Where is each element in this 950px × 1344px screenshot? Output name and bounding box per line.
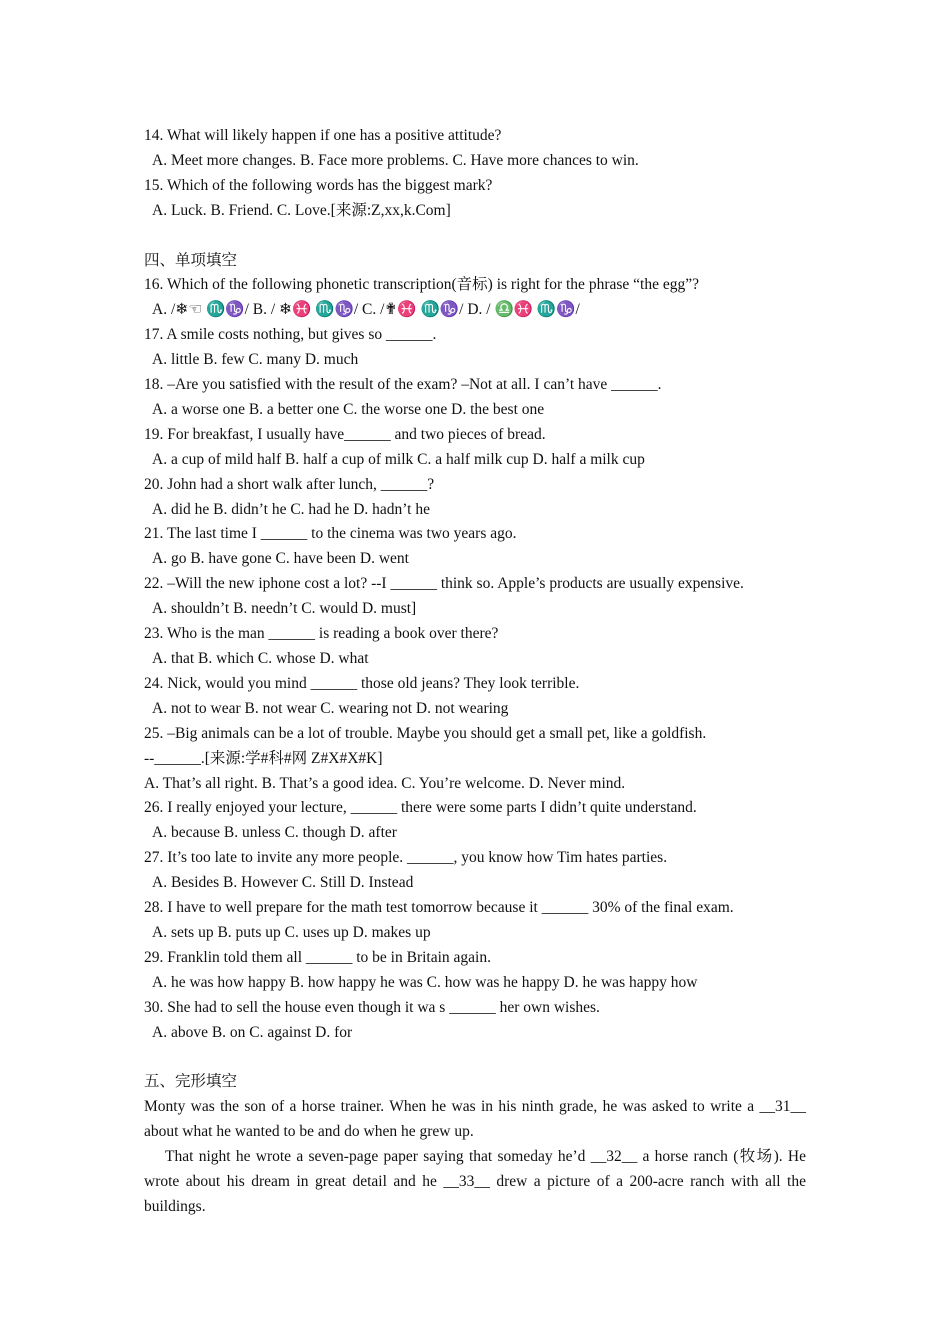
question-text: 14. What will likely happen if one has a positive attitude?: [144, 127, 502, 144]
answer-options: A. because B. unless C. though D. after: [152, 824, 397, 842]
question-text: 29. Franklin told them all ______ to be in Britain again.: [144, 948, 491, 966]
question-text: 28. I have to well prepare for the math test tomorrow because it ______ 30% of the final exam.: [144, 899, 734, 917]
question-text: --______.[来源:学#科#网 Z#X#X#K]: [144, 749, 383, 767]
question-text: 19. For breakfast, I usually have______ and two pieces of bread.: [144, 425, 546, 443]
question-text: 17. A smile costs nothing, but gives so ______.: [144, 326, 437, 344]
answer-options: A. go B. have gone C. have been D. went: [152, 550, 409, 568]
question-text: 30. She had to sell the house even though it wa s ______ her own wishes.: [144, 998, 600, 1016]
question-text: 18. –Are you satisfied with the result of the exam? –Not at all. I can’t have ______.: [144, 376, 662, 394]
question-text: 五、完形填空: [144, 1073, 238, 1091]
answer-options: A. did he B. didn’t he C. had he D. hadn’t he: [152, 500, 430, 518]
blank-line: [144, 1046, 806, 1071]
answer-options: A. Besides B. However C. Still D. Instead: [152, 874, 414, 892]
answer-options: A. he was how happy B. how happy he was C. how was he happy D. he was happy how: [152, 973, 698, 991]
document-page: [144, 124, 806, 1220]
question-text: 20. John had a short walk after lunch, ______?: [144, 475, 435, 493]
answer-options: A. little B. few C. many D. much: [152, 351, 359, 369]
answer-options: A. a worse one B. a better one C. the worse one D. the best one: [152, 400, 545, 418]
passage-paragraph: That night he wrote a seven-page paper saying that someday he’d __32__ a horse ranch (牧场). He wrote about his dream in great detail and he __33__ drew a picture of a 200-acre ranch with all the buildings.: [144, 1148, 806, 1215]
answer-options: A. not to wear B. not wear C. wearing not D. not wearing: [152, 699, 509, 717]
answer-options: A. sets up B. puts up C. uses up D. makes up: [152, 923, 431, 941]
blank-line: [144, 224, 806, 249]
passage-paragraph: Monty was the son of a horse trainer. When he was in his ninth grade, he was asked to write a __31__ about what he wanted to be and do when he grew up.: [144, 1098, 806, 1141]
question-text: 25. –Big animals can be a lot of trouble. Maybe you should get a small pet, like a goldfish.: [144, 724, 707, 742]
question-text: 15. Which of the following words has the biggest mark?: [144, 176, 493, 194]
question-text: 22. –Will the new iphone cost a lot? --I ______ think so. Apple’s products are usually expensive.: [144, 575, 744, 593]
answer-options: A. that B. which C. whose D. what: [152, 650, 369, 668]
question-text: 16. Which of the following phonetic transcription(音标) is right for the phrase “the egg”?: [144, 276, 699, 294]
question-text: 21. The last time I ______ to the cinema was two years ago.: [144, 525, 517, 543]
question-text: 27. It’s too late to invite any more people. ______, you know how Tim hates parties.: [144, 849, 668, 867]
question-text: 26. I really enjoyed your lecture, ______ there were some parts I didn’t quite understand.: [144, 799, 697, 817]
cloze-passage: [144, 1095, 806, 1220]
question-text: 四、单项填空: [144, 251, 238, 269]
question-text: A. That’s all right. B. That’s a good idea. C. You’re welcome. D. Never mind.: [144, 774, 626, 792]
question-text: 23. Who is the man ______ is reading a book over there?: [144, 625, 499, 643]
answer-options: A. Luck. B. Friend. C. Love.[来源:Z,xx,k.Com]: [152, 201, 451, 219]
question-lines: [144, 124, 806, 1095]
answer-options: A. a cup of mild half B. half a cup of milk C. a half milk cup D. half a milk cup: [152, 450, 645, 468]
answer-options: A. /❄☜ ♏♑/ B. / ❄♓ ♏♑/ C. /✟♓ ♏♑/ D. / ♎♓ ♏♑/: [152, 301, 580, 319]
answer-options: A. Meet more changes. B. Face more problems. C. Have more chances to win.: [152, 151, 639, 169]
answer-options: A. shouldn’t B. needn’t C. would D. must]: [152, 600, 417, 618]
question-text: 24. Nick, would you mind ______ those old jeans? They look terrible.: [144, 674, 580, 692]
answer-options: A. above B. on C. against D. for: [152, 1023, 353, 1041]
